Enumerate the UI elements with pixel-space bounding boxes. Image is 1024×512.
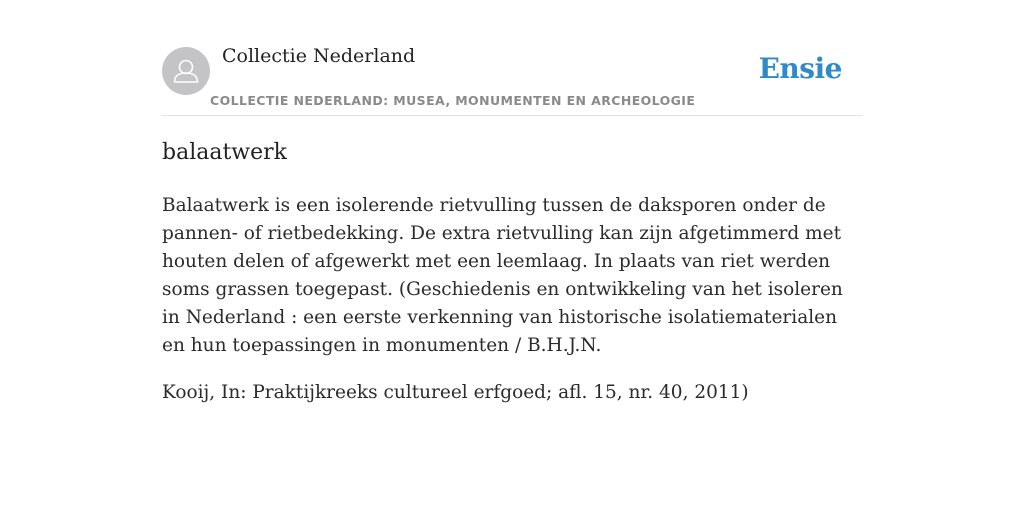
author-name-link[interactable]: Collectie Nederland [222, 45, 416, 67]
entry-body [162, 192, 862, 426]
entry-paragraph: Kooij, In: Praktijkreeks cultureel erfgoed; afl. 15, nr. 40, 2011) [162, 382, 749, 403]
entry-term: balaatwerk [162, 140, 288, 165]
author-subtitle: COLLECTIE NEDERLAND: MUSEA, MONUMENTEN EN ARCHEOLOGIE [210, 93, 696, 108]
entry-paragraph: Balaatwerk is een isolerende rietvulling tussen de daksporen onder de pannen- of rietbedekking. De extra rietvulling kan zijn afgetimmerd met houten delen of afgewerkt met een leemlaag. In plaats van riet werden soms grassen toegepast. (Geschiedenis en ontwikkeling van het isoleren in Nederland : een eerste verkenning van historische isolatiematerialen en hun toepassingen in monumenten / B.H.J.N. [162, 195, 843, 356]
header [162, 0, 862, 116]
ensie-logo[interactable]: Ensie [758, 52, 842, 85]
person-outline-icon [162, 47, 210, 95]
user-avatar-icon[interactable] [162, 47, 210, 95]
